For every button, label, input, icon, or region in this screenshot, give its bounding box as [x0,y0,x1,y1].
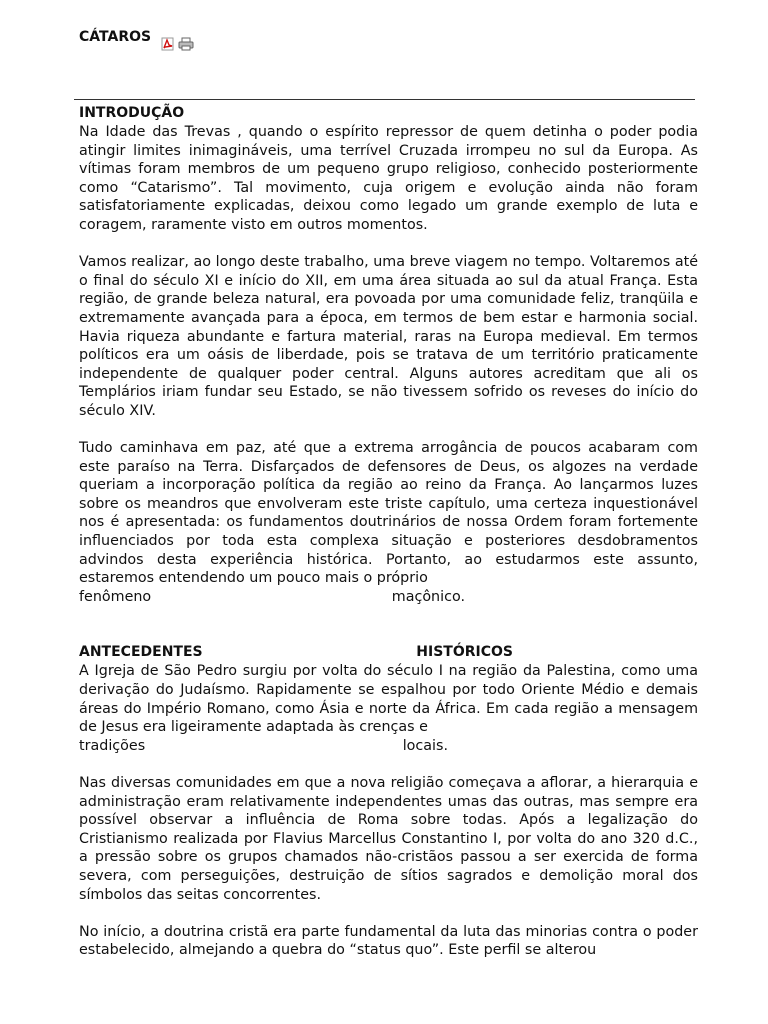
paragraph: Na Idade das Trevas , quando o espírito repressor de quem detinha o poder podia atingir limites inimagináveis, uma terrível Cruzada irrompeu no sul da Europa. As vítimas foram membros de um pequeno grupo religioso, conhecido posteriormente como “Catarismo”. Tal movimento, cuja origem e evolução ainda não foram satisfatoriamente explicadas, deixou como legado um grande exemplo de luta e coragem, raramente visto em outros momentos. [79,124,698,233]
paragraph: Vamos realizar, ao longo deste trabalho, uma breve viagem no tempo. Voltaremos até o final do século XI e início do XII, em uma área situada ao sul da atual França. Esta região, de grande beleza natural, era povoada por uma comunidade feliz, tranqüila e extremamente avançada para a época, em termos de bem estar e harmonia social. Havia riqueza abundante e fartura material, raras na Europa medieval. Em termos políticos era um oásis de liberdade, pois se tratava de um território praticamente independente de qualquer poder central. Alguns autores acreditam que ali os Templários iriam fundar seu Estado, se não tivessem sofrido os reveses do início do século XIV. [79,254,698,419]
paragraph: A Igreja de São Pedro surgiu por volta do século I na região da Palestina, como uma derivação do Judaísmo. Rapidamente se espalhou por todo Oriente Médio e demais áreas do Império Romano, como Ásia e norte da África. Em cada região a mensagem de Jesus era ligeiramente adaptada às crenças e [79,663,698,736]
section-heading-introducao: INTRODUÇÃO [79,105,185,121]
heading-fragment: HISTÓRICOS [416,644,513,661]
toolbar-icons [161,37,194,51]
paragraph-last-line [79,737,448,756]
paragraph-last-line [79,588,465,607]
paragraph: No início, a doutrina cristã era parte fundamental da luta das minorias contra o poder estabelecido, almejando a quebra do “status quo”. Este perfil se alterou [79,923,698,959]
printer-icon[interactable] [178,37,194,51]
header-divider [74,99,695,100]
text-fragment: tradições [79,737,146,754]
article-body [79,104,698,960]
paragraph: Tudo caminhava em paz, até que a extrema arrogância de poucos acabaram com este paraíso na Terra. Disfarçados de defensores de Deus, os algozes na verdade queriam a incorporação política da região ao reino da França. Ao lançarmos luzes sobre os meandros que envolveram este triste capítulo, uma certeza inquestionável nos é apresentada: os fundamentos doutrinários de nossa Ordem foram fortemente influenciados por toda esta complexa situação e posteriores desdobramentos advindos desta experiência histórica. Portanto, ao estudarmos este assunto, estaremos entendendo um pouco mais o próprio [79,440,698,587]
document-title: CÁTAROS [79,29,152,45]
text-fragment: fenômeno [79,588,152,605]
heading-fragment: ANTECEDENTES [79,644,203,661]
pdf-icon[interactable] [161,37,175,51]
text-fragment: maçônico. [391,588,465,605]
paragraph: Nas diversas comunidades em que a nova religião começava a aflorar, a hierarquia e administração eram relativamente independentes umas das outras, mas sempre era possível observar a influência de Roma sobre todas. Após a legalização do Cristianismo realizada por Flavius Marcellus Constantino I, por volta do ano 320 d.C., a pressão sobre os grupos chamados não-cristãos passou a ser exercida de forma severa, com perseguições, destruição de sítios sagrados e demolição moral dos símbolos das seitas concorrentes. [79,775,698,903]
section-heading-antecedentes [79,643,513,662]
text-fragment: locais. [402,737,448,754]
